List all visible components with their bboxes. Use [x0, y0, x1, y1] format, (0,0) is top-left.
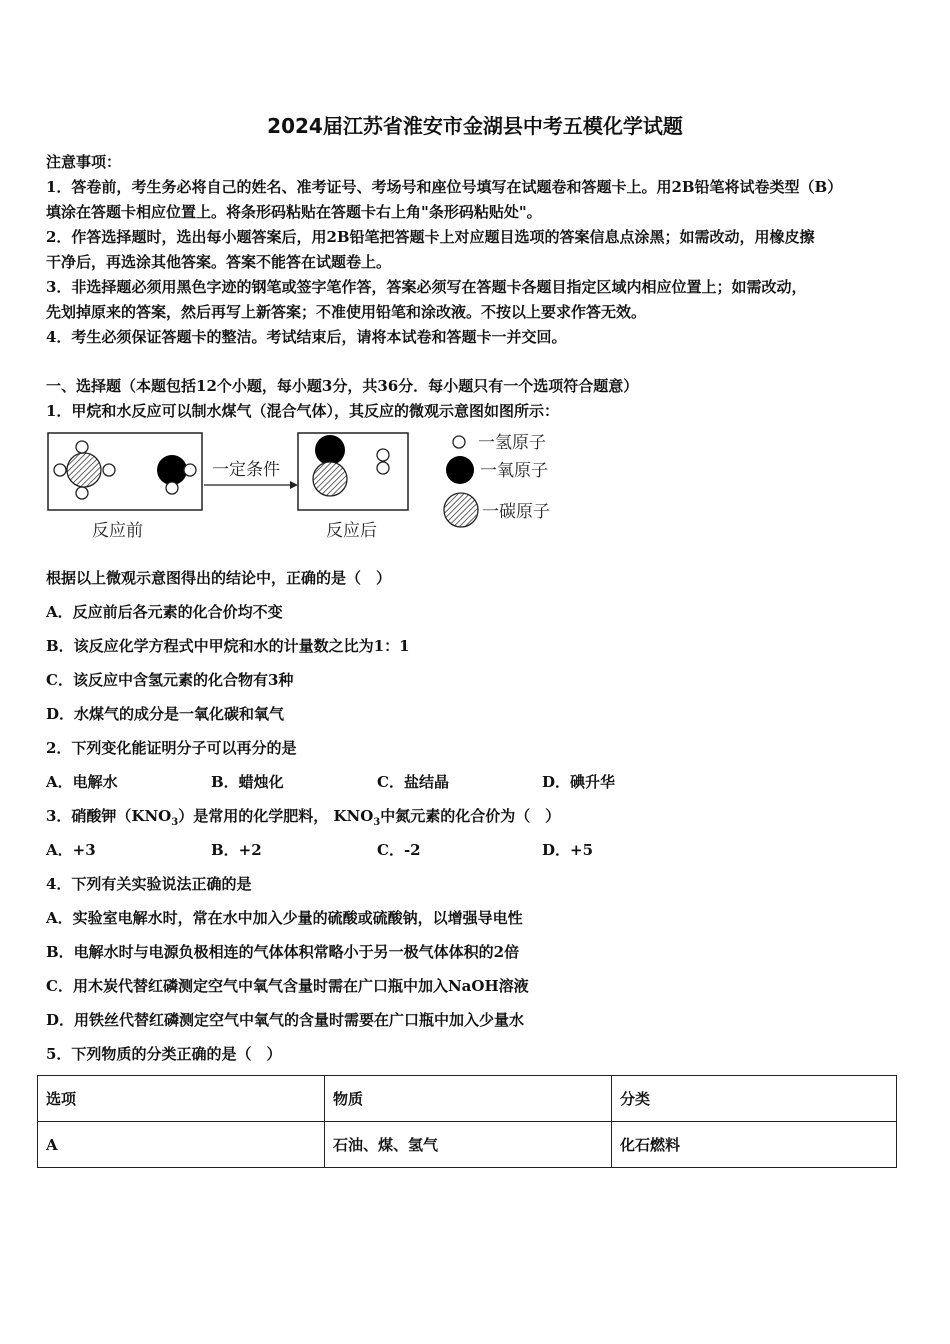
q1-ask: 根据以上微观示意图得出的结论中，正确的是（ ） — [46, 569, 392, 587]
q3-option-b: B．+2 — [211, 841, 262, 859]
q1-option-a: A．反应前后各元素的化合价均不变 — [46, 603, 283, 621]
reaction-diagram — [40, 425, 580, 550]
q5-table — [37, 1075, 897, 1168]
q2-option-b: B．蜡烛化 — [211, 773, 284, 791]
hydrogen-atom — [76, 487, 88, 499]
q4-option-c: C．用木炭代替红磷测定空气中氧气含量时需在广口瓶中加入NaOH溶液 — [46, 977, 529, 995]
table-cell: 化石燃料 — [612, 1122, 897, 1168]
q3-option-c: C．-2 — [377, 841, 421, 859]
carbon-atom — [313, 462, 347, 496]
q2-option-d: D．碘升华 — [542, 773, 616, 791]
hydrogen-atom — [377, 449, 389, 461]
table-cell: 石油、煤、氢气 — [325, 1122, 612, 1168]
table-header: 物质 — [325, 1076, 612, 1122]
notice-line: 干净后，再选涂其他答案。答案不能答在试题卷上。 — [46, 253, 392, 271]
legend-hydrogen-icon — [453, 436, 465, 448]
page-title: 2024届江苏省淮安市金湖县中考五模化学试题 — [267, 114, 683, 138]
notice-line: 先划掉原来的答案，然后再写上新答案；不准使用铅笔和涂改液。不按以上要求作答无效。 — [46, 303, 647, 321]
carbon-atom — [67, 453, 101, 487]
hydrogen-atom — [76, 441, 88, 453]
notice-line: 填涂在答题卡相应位置上。将条形码粘贴在答题卡右上角"条形码粘贴处"。 — [46, 203, 542, 221]
notice-line: 3．非选择题必须用黑色字迹的钢笔或签字笔作答，答案必须写在答题卡各题目指定区域内相应位置上；如需改动， — [46, 278, 807, 296]
after-label: 反应后 — [326, 521, 377, 541]
q4-option-a: A．实验室电解水时，常在水中加入少量的硫酸或硫酸钠，以增强导电性 — [46, 909, 523, 927]
q1-stem: 1．甲烷和水反应可以制水煤气（混合气体），其反应的微观示意图如图所示： — [46, 402, 559, 420]
hydrogen-atom — [54, 464, 66, 476]
q3-option-d: D．+5 — [542, 841, 594, 859]
hydrogen-atom — [103, 464, 115, 476]
legend-oxygen-icon — [446, 456, 474, 484]
oxygen-atom — [315, 435, 345, 465]
condition-label: 一定条件 — [212, 460, 280, 480]
notice-line: 1．答卷前，考生务必将自己的姓名、准考证号、考场号和座位号填写在试题卷和答题卡上。用2B铅笔将试卷类型（B） — [46, 178, 843, 196]
q4-option-d: D．用铁丝代替红磷测定空气中氧气的含量时需要在广口瓶中加入少量水 — [46, 1011, 525, 1029]
hydrogen-atom — [166, 482, 178, 494]
legend-carbon: 一碳原子 — [482, 502, 550, 522]
q3-stem: 3．硝酸钾$(KNO_3)$是常用的化学肥料， $KNO_3$中氮元素的化合价为（ ） — [46, 807, 561, 828]
notice-line: 2．作答选择题时，选出每小题答案后，用2B铅笔把答题卡上对应题目选项的答案信息点涂黑；如需改动，用橡皮擦 — [46, 228, 815, 246]
q2-stem: 2．下列变化能证明分子可以再分的是 — [46, 739, 297, 757]
table-header-row — [38, 1076, 897, 1122]
legend-hydrogen: 一氢原子 — [478, 433, 546, 453]
before-label: 反应前 — [92, 521, 143, 541]
legend-carbon-icon — [444, 493, 478, 527]
oxygen-atom — [157, 455, 187, 485]
table-cell: A — [38, 1122, 325, 1168]
hydrogen-atom — [377, 462, 389, 474]
notice-line: 4．考生必须保证答题卡的整洁。考试结束后，请将本试卷和答题卡一并交回。 — [46, 328, 567, 346]
q2-option-a: A．电解水 — [46, 773, 118, 791]
table-header: 分类 — [612, 1076, 897, 1122]
section-heading: 一、选择题（本题包括12个小题，每小题3分，共36分．每小题只有一个选项符合题意） — [46, 377, 639, 395]
hydrogen-atom — [184, 464, 196, 476]
q2-option-c: C．盐结晶 — [377, 773, 449, 791]
q3-option-a: A．+3 — [46, 841, 96, 859]
q4-option-b: B．电解水时与电源负极相连的气体体积常略小于另一极气体体积的2倍 — [46, 943, 520, 961]
q4-stem: 4．下列有关实验说法正确的是 — [46, 875, 252, 893]
table-row — [38, 1122, 897, 1168]
notice-heading: 注意事项： — [46, 153, 122, 171]
legend-oxygen: 一氧原子 — [480, 461, 548, 481]
table-header: 选项 — [38, 1076, 325, 1122]
q5-stem: 5．下列物质的分类正确的是（ ） — [46, 1045, 282, 1063]
q1-option-d: D．水煤气的成分是一氧化碳和氧气 — [46, 705, 285, 723]
q1-option-b: B．该反应化学方程式中甲烷和水的计量数之比为1：1 — [46, 637, 410, 655]
q1-option-c: C．该反应中含氢元素的化合物有3种 — [46, 671, 294, 689]
